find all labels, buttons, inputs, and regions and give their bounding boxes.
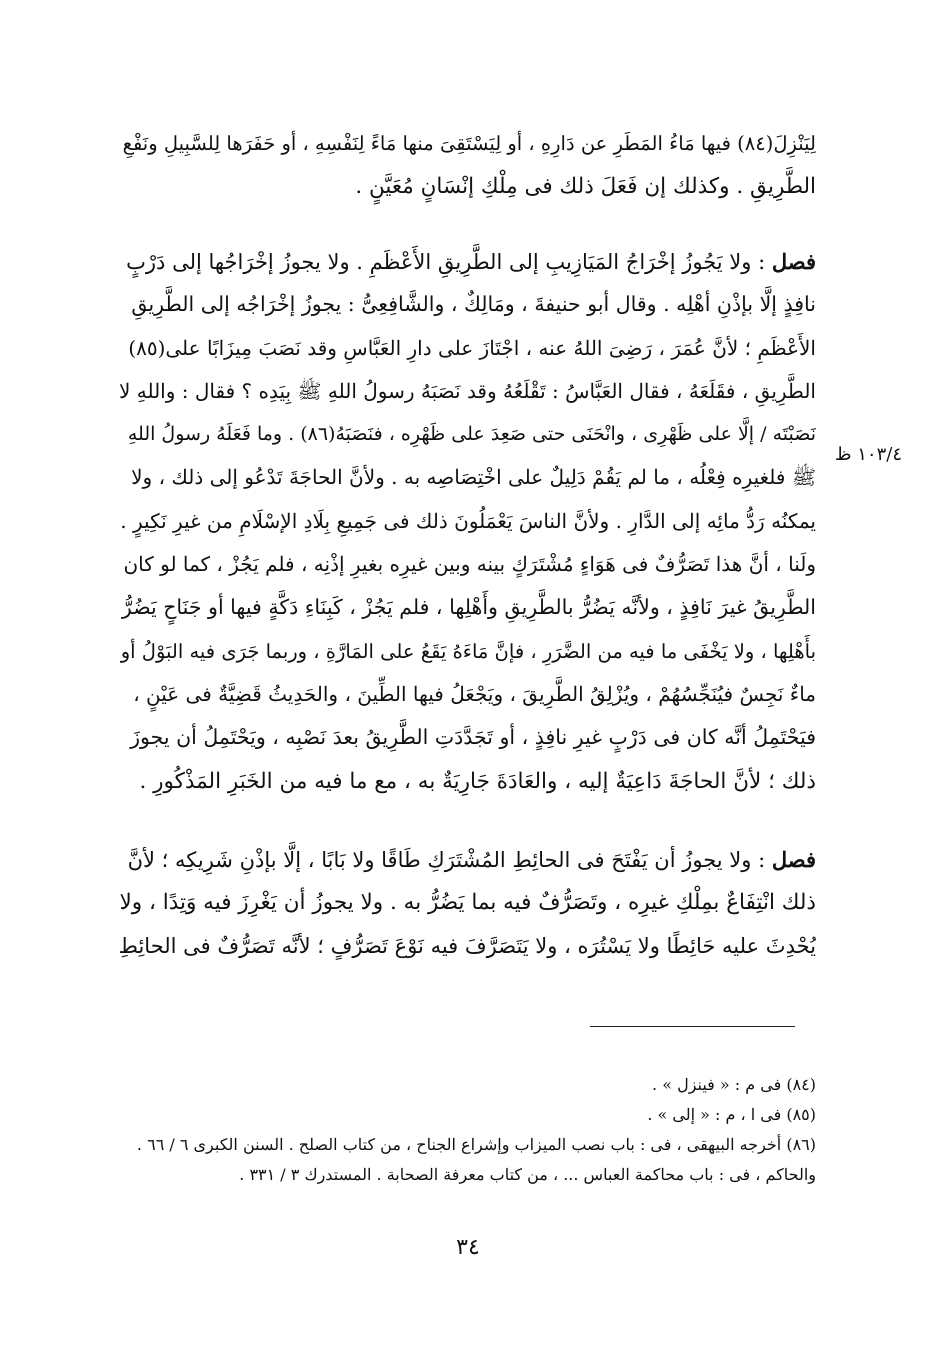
text-line-content: : ولا يجوزُ أن يَفْتَحَ فى الحائِطِ المُشْتَرَكِ طَاقًا ولا بَابًا ، إلَّا بإذْنِ شَرِيكِه ؛ لأنَّ [127,848,772,872]
paragraph-3 [118,838,816,968]
margin-folio-note: ١٠٣/٤ ظ [834,444,902,465]
text-line: فيَحْتَمِلُ أنَّه كان فى دَرْبٍ غيرِ نافِذٍ ، أو تَجَدَّدَتِ الطَّرِيقُ بعدَ نَصْبِه ، ويَحْتَمِلُ أن يجوزَ [130,725,816,750]
footnotes [118,1070,816,1190]
text-line: ﷺ فلغيرِه فِعْلُه ، ما لم يَقُمْ دَلِيلٌ على اخْتِصَاصِه به . ولأنَّ الحاجَةَ تَدْعُو إلى ذلك ، ولا [131,465,816,490]
text-line: يُحْدِثَ عليه حَائِطًا ولا يَسْتُرَه ، ولا يَتَصَرَّفَ فيه نَوْعَ تَصَرُّفٍ ؛ لأنَّه تَصَرُّفٌ فى الحائِطِ [118,933,816,958]
text-line: ماءٌ نَجِسٌ فيُنَجِّسُهُمْ ، ويُزْلِقُ الطَّرِيقَ ، ويَجْعَلُ فيها الطِّينَ ، والحَدِيثُ قَضِيَّةٌ فى عَيْنٍ ، [133,681,816,706]
text-line: لِيَنْزِلَ(٨٤) فيها مَاءُ المَطَرِ عن دَارِهِ ، أو لِيَسْتَقِىَ منها مَاءً لِنَفْسِهِ ، أو حَفَرَها لِلسَّبِيلِ ونَفْعِ [122,132,816,155]
footnote: والحاكم ، فى : باب محاكمة العباس ... ، من كتاب معرفة الصحابة . المستدرك ٣ / ٣٣١ . [239,1165,816,1184]
footnote-separator [590,1026,795,1027]
text-line: ذلك انْتِفَاعٌ بمِلْكِ غيرِه ، وتَصَرُّفٌ فيه بما يَضُرُّ به . ولا يجوزُ أن يَغْرِزَ فيه وَتِدًا ، ولا [119,890,816,916]
text-line: نافِذٍ إلَّا بإذْنِ أهْلِه . وقال أبو حنيفةَ ، ومَالِكٌ ، والشَّافِعِىُّ : يجوزُ إخْرَاجُه إلى الطَّرِيقِ [131,292,816,317]
text-line [118,240,816,283]
text-line: يمكنُه رَدُّ مائِه إلى الدَّارِ . ولأنَّ الناسَ يَعْمَلُونَ ذلك فى جَمِيعِ بِلَادِ الإسْلَامِ من غيرِ نَكِيرٍ . [120,508,816,533]
text-line: الطَّرِيقِ . وكذلك إن فَعَلَ ذلك فى مِلْكِ إنْسَانٍ مُعَيَّنٍ . [355,174,816,200]
text-line-content: : ولا يَجُوزُ إخْرَاجُ المَيَازِيبِ إلى الطَّرِيقِ الأَعْظَمِ . ولا يجوزُ إخْرَاجُها إلى دَرْبٍ [126,250,772,274]
section-heading: فصل [771,249,816,274]
text-line: ولَنا ، أنَّ هذا تَصَرُّفٌ فى هَوَاءٍ مُشْتَرَكٍ بينه وبين غيرِه بغيرِ إذْنِه ، فلم يَجُزْ ، كما لو كان [123,552,816,577]
text-line: نَصَبْتَه / إلَّا على ظَهْرِى ، وانْحَنَى حتى صَعِدَ على ظَهْرِه ، فنَصَبَهُ(٨٦) . وما فَعَلَهُ رسولُ اللهِ [127,423,816,446]
text-line: ذلك ؛ لأنَّ الحاجَةَ دَاعِيَةٌ إليه ، والعَادَةَ جَارِيَةٌ به ، مع ما فيه من الخَبَرِ المَذْكُورِ . [139,768,816,794]
section-heading: فصل [771,847,816,872]
text-line: الطَّرِيقِ ، فقَلَعَهُ ، فقال العَبَّاسُ : تَقْلَعُهُ وقد نَصَبَهُ رسولُ اللهِ ﷺ بِيَدِه ؟ فقال : واللهِ لا [118,378,816,403]
text-line: الطَّرِيقُ غيرَ نَافِذٍ ، ولأنَّه يَضُرُّ بالطَّرِيقِ وأَهْلِها ، فلم يَجُزْ ، كَبِنَاءِ دَكَّةٍ فيها أو جَنَاحٍ يَضُرُّ [121,595,816,620]
footnote: (٨٦) أخرجه البيهقى ، فى : باب نصب الميزاب وإشراع الجناح ، من كتاب الصلح . السنن الكبرى ٦ / ٦٦ . [136,1135,816,1154]
paragraph-2 [118,240,816,803]
text-line: الأَعْظَمِ ؛ لأنَّ عُمَرَ ، رَضِىَ اللهُ عنه ، اجْتَازَ على دارِ العَبَّاسِ وقد نَصَبَ مِيزَابًا على(٨٥) [128,335,816,360]
text-line: بأَهْلِها ، ولا يَخْفَى ما فيه من الضَّرَرِ ، فإنَّ مَاءَهُ يَقَعُ على المَارَّةِ ، وربما جَرَى فيه البَوْلُ أو [120,639,816,663]
footnote: (٨٥) فى ا ، م : « إلى » . [647,1105,816,1124]
text-line [118,838,816,881]
paragraph-1 [118,122,816,209]
footnote: (٨٤) فى م : « فينزل » . [652,1075,816,1094]
page-number: ٣٤ [456,1235,480,1260]
